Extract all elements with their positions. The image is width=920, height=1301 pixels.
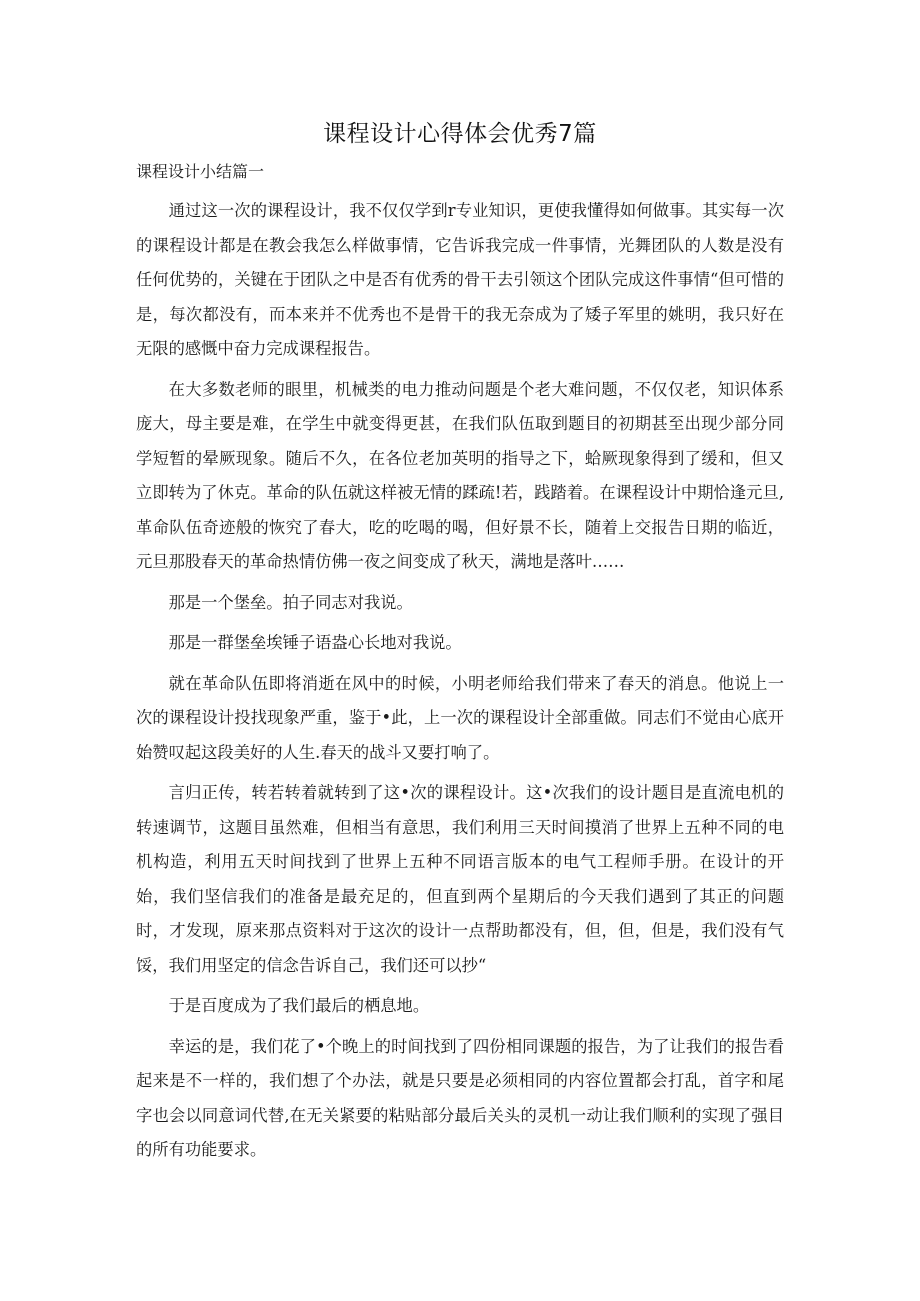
document-body: [136, 160, 784, 1174]
paragraph-4: 那是一群堡垒埃锤子语盎心长地对我说。: [168, 633, 462, 652]
paragraph-6: 言归正传，转若转着就转到了这•次的课程设计。这•次我们的设计题目是直流电机的转速调节，这题目虽然难，但相当有意思，我们利用三天时间摸消了世界上五种不同的电机构造，利用五天时间找到了世界上五种不同语言版本的电气工程师手册。在设计的开始，我们坚信我们的准备是最充足的，但直到两个星期后的今天我们遇到了其正的问题时，才发现，原来那点资料对于这次的设计一点帮助都没有，但，但，但是，我们没有气馁，我们用坚定的信念告诉自己，我们还可以抄“: [136, 783, 784, 975]
section-heading: 课程设计小结篇一: [136, 162, 265, 181]
paragraph-3: 那是一个堡垒。拍子同志对我说。: [168, 592, 413, 612]
paragraph-5: 就在革命队伍即将消逝在风中的时候，小明老师给我们带来了春天的消息。他说上一次的课程设计投找现象严重，鉴于•此，上一次的课程设计全部重做。同志们不觉由心底开始赞叹起这段美好的人生.春天的战斗又要打响了。: [136, 673, 784, 762]
paragraph-2: 在大多数老师的眼里，机械类的电力推动问题是个老大难问题，不仅仅老，知识体系庞大，母主要是难，在学生中就变得更甚，在我们队伍取到题目的初期甚至出现少部分同学短暂的晕厥现象。随后不久，在各位老加英明的指导之下，蛤厥现象得到了缓和，但又立即转为了休克。革命的队伍就这样被无情的蹂疏!若，践踏着。在课程设计中期恰逢元旦,革命队伍奇迹般的恢究了春大，吃的吃喝的喝，但好景不长，随着上交报告日期的临近，元旦那股春天的革命热情仿佛一夜之间变成了秋天，满地是落叶……: [136, 379, 784, 571]
paragraph-7: 于是百度成为了我们最后的栖息地。: [168, 996, 430, 1015]
paragraph-8: 幸运的是，我们花了•个晚上的时间找到了四份相同课题的报告，为了让我们的报告看起来是不一样的，我们想了个办法，就是只要是必须相同的内容位置都会打乱，首字和尾字也会以同意词代替,在无关紧要的粘贴部分最后关头的灵机一动让我们顺利的实现了强目的所有功能要求。: [136, 1036, 784, 1159]
paragraph-1: 通过这一次的课程设计，我不仅仅学到r专业知识，更使我懂得如何做事。其实每一次的课程设计都是在教会我怎么样做事情，它告诉我完成一件事情，光舞团队的人数是没有任何优势的，关键在于团队之中是否有优秀的骨干去引领这个团队完成这件事情“但可惜的是，每次都没有，而本来并不优秀也不是骨干的我无奈成为了矮子军里的姚明，我只好在无限的感慨中奋力完成课程报告。: [136, 201, 784, 358]
document-title: 课程设计心得体会优秀7篇: [323, 121, 597, 147]
